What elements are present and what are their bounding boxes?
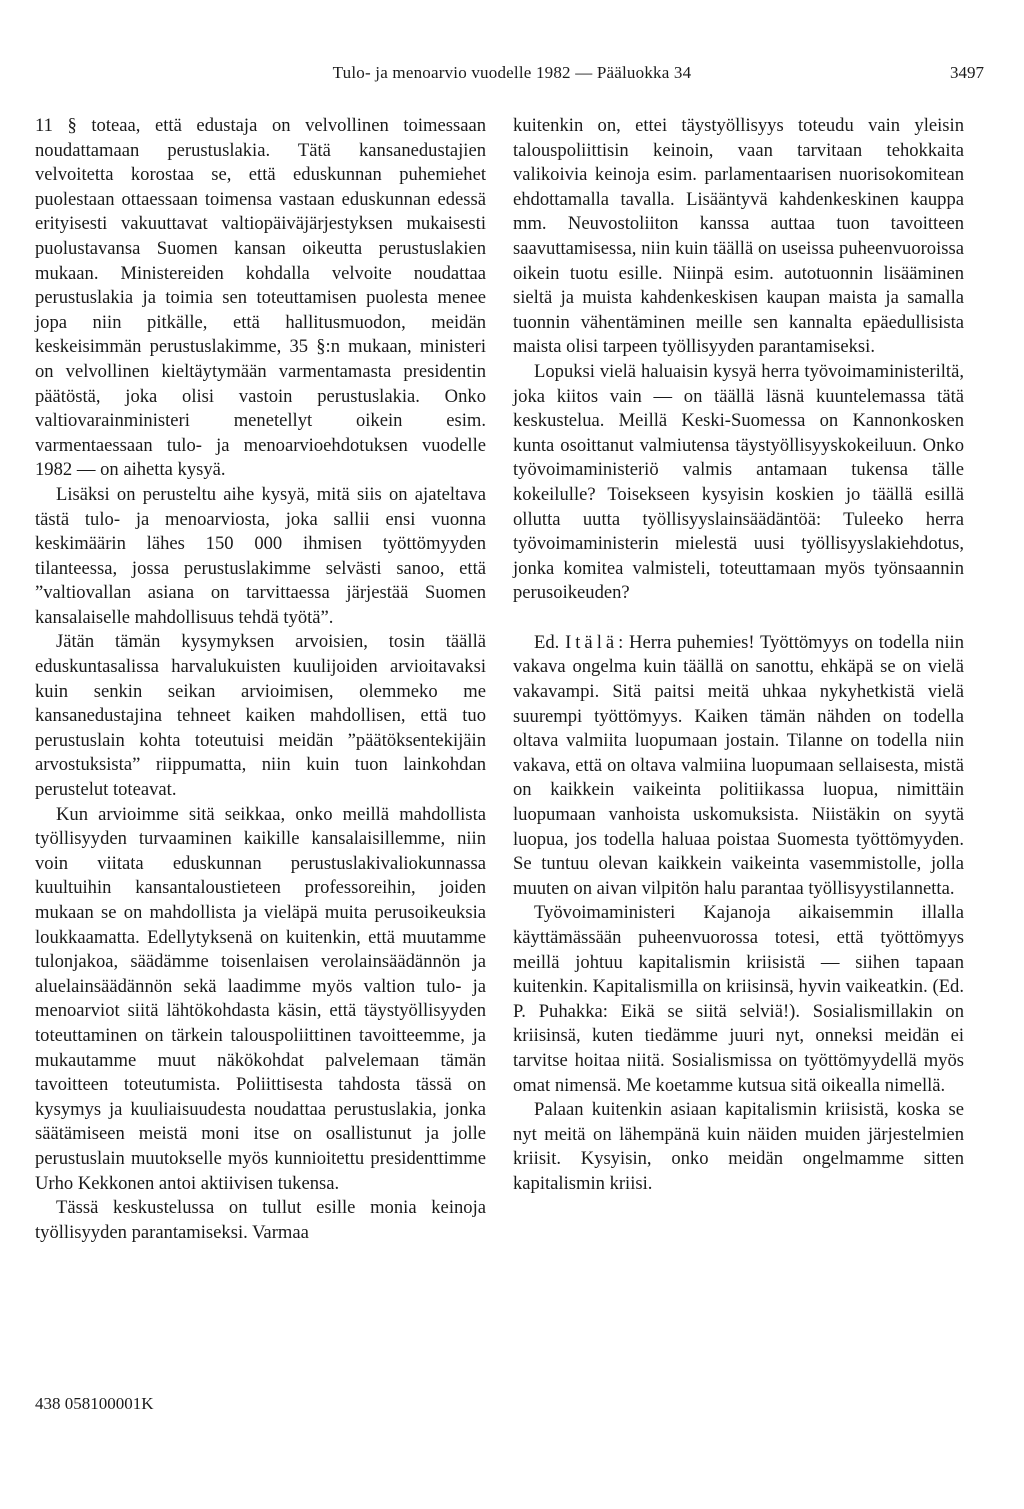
speech-paragraph (513, 631, 964, 902)
speech-text: : Herra puhemies! Työttömyys on todella niin vakava ongelma kuin täällä on sanottu, ehkäpä se on vielä vakavampi. Sitä paitsi meitä uhkaa nykyhetkistä vielä suurempi työttömyys. Kaiken tämän nähden on todella oltava valmiita luopumaan jostain. Tilanne on todella niin vakava, että on oltava valmiina luopumaan sellaisesta, mistä on kaikkein vaikeinta politiikassa luopua, nimittäin luopumaan vanhoista uskomuksista. Niistäkin on syytä luopua, jos todella haluaa poistaa Suomesta työttömyyden. Se tuntuu olevan kaikkein vaikeinta vasemmistolle, jolla muuten on aivan vilpitön halu parantaa työllisyystilannetta. (513, 631, 964, 899)
right-paragraph-1: kuitenkin on, ettei täystyöllisyys toteudu vain yleisin talouspoliittisin keinoin, vaan tarvitaan tehokkaita valikoivia keinoja esim. parlamentaarisen nuorisokomitean ehdottamalla tavalla. Lisääntyvä kahdenkeskinen kauppa mm. Neuvostoliiton kanssa auttaa tuon tavoitteen saavuttamisessa, niin kuin täällä on useissa puheenvuoroissa oikein tuotu esille. Niinpä esim. autotuonnin lisääminen sieltä ja muista kahdenkeskisen kaupan maista ja samalla tuonnin vähentäminen meille sen kannalta epäedullisista maista olisi tarpeen työllisyyden parantamiseksi. (513, 115, 964, 358)
left-paragraph-2: Lisäksi on perusteltu aihe kysyä, mitä siis on ajateltava tästä tulo- ja menoarviosta, joka sallii ensi vuonna keskimäärin lähes 150 000 ihmisen työttömyyden tilanteessa, jossa perustuslakimme selvästi sanoo, että ”valtiovallan asiana on tarvittaessa järjestää Suomen kansalaiselle mahdollisuus tehdä työtä”. (35, 483, 486, 628)
right-column (513, 114, 964, 1197)
footer-print-code: 438 058100001K (35, 1394, 154, 1413)
left-paragraph-1: 11 § toteaa, että edustaja on velvollinen toimessaan noudattamaan perustuslakia. Tätä kansanedustajien velvoitetta korostaa se, että eduskunnan puhemiehet puolestaan ottaessaan toimensa vastaan eduskunnan edessä erityisesti vakuuttavat valtiopäiväjärjestyksen mukaisesti puolustavansa Suomen kansan oikeutta perustuslakien mukaan. Ministereiden kohdalla velvoite noudattaa perustuslakia ja toimia sen toteuttamisen puolesta menee jopa niin pitkälle, että hallitusmuodon, meidän keskeisimmän perustuslakimme, 35 §:n mukaan, ministeri on velvollinen kieltäytymään varmentamasta presidentin päätöstä, joka olisi vastoin perustuslakia. Onko valtiovarainministeri menetellyt oikein esim. varmentaessaan tulo- ja menoarvioehdotuksen vuodelle 1982 — on aihetta kysyä. (35, 115, 486, 481)
left-column (35, 114, 486, 1245)
running-header-title: Tulo- ja menoarvio vuodelle 1982 — Pääluokka 34 (332, 63, 692, 82)
left-paragraph-3: Jätän tämän kysymyksen arvoisien, tosin täällä eduskuntasalissa harvalukuisten kuulijoiden arvioitavaksi kuin senkin seikan arvioimisen, olemmeko me kansanedustajina tehneet kaiken mahdollisen, että tuo perustuslain kohta toteutuisi meidän ”päätöksentekijäin arvostuksista” riippumatta, niin kuin tuon lainkohdan perustelut toteavat. (35, 631, 486, 801)
left-paragraph-4: Kun arvioimme sitä seikkaa, onko meillä mahdollista työllisyyden turvaaminen kaikille kansalaisillemme, niin voin viitata eduskunnan perustuslakivaliokunnassa kuultuihin kansantaloustieteen professoreihin, joiden mukaan se on mahdollista ja vieläpä muita perusoikeuksia loukkaamatta. Edellytyksenä on kuitenkin, että muutamme tulonjakoa, säädämme toisenlaisen verolainsäädännön ja aluelainsäädännön sekä laadimme myös valtion tulo- ja menoarviot siitä lähtökohdasta käsin, että täystyöllisyyden toteuttaminen on tärkein talouspoliittinen tavoitteemme, ja mukautamme muut näkökohdat palvelemaan tämän tavoitteen toteutumista. Poliittisesta tahdosta tässä on kysymys ja kuuliaisuudesta noudattaa perustuslakia, jonka säätämiseen meistä moni itse on osallistunut ja jolle perustuslain muutokselle myös kunnioitettu presidenttimme Urho Kekkonen antoi aktiivisen tukensa. (35, 803, 486, 1194)
right-paragraph-2: Lopuksi vielä haluaisin kysyä herra työvoimaministeriltä, joka kiitos vain — on täällä läsnä kuuntelemassa tätä keskustelua. Meillä Keski-Suomessa on Kannonkosken kunta osoittanut valmiutensa täystyöllisyyskokeiluun. Onko työvoimaministeriö valmis antamaan tukensa tälle kokeilulle? Toisekseen kysyisin koskien jo täällä esillä ollutta uutta työllisyyslainsäädäntöä: Tuleeko herra työvoimaministerin mielestä uusi työllisyyslakiehdotus, jonka komitea valmisteli, toteuttamaan myös työnsaannin perusoikeuden? (513, 360, 964, 604)
speech-prefix: Ed. (534, 631, 560, 653)
speaker-name: Itälä (565, 631, 619, 653)
right-paragraph-4: Työvoimaministeri Kajanoja aikaisemmin illalla käyttämässään puheenvuorossa totesi, että työttömyys meillä johtuu kapitalismin kriisistä — siihen tapaan kuitenkin. Kapitalismilla on kriisinsä, hyvin vaikeatkin. (Ed. P. Puhakka: Eikä se siitä selviä!). Sosialismillakin on kriisinsä, kuten tiedämme juuri nyt, onneksi meidän ei tarvitse hoitaa niitä. Sosialismissa on työttömyydellä myös omat nimensä. Me koetamme kutsua sitä oikealla nimellä. (513, 902, 964, 1096)
right-paragraph-5: Palaan kuitenkin asiaan kapitalismin kriisistä, koska se nyt meitä on lähempänä kuin näiden muiden järjestelmien kriisit. Kysyisin, onko meidän ongelmamme sitten kapitalismin kriisi. (513, 1099, 964, 1194)
page-number: 3497 (950, 63, 984, 82)
left-paragraph-5: Tässä keskustelussa on tullut esille monia keinoja työllisyyden parantamiseksi. Varmaa (35, 1197, 486, 1243)
